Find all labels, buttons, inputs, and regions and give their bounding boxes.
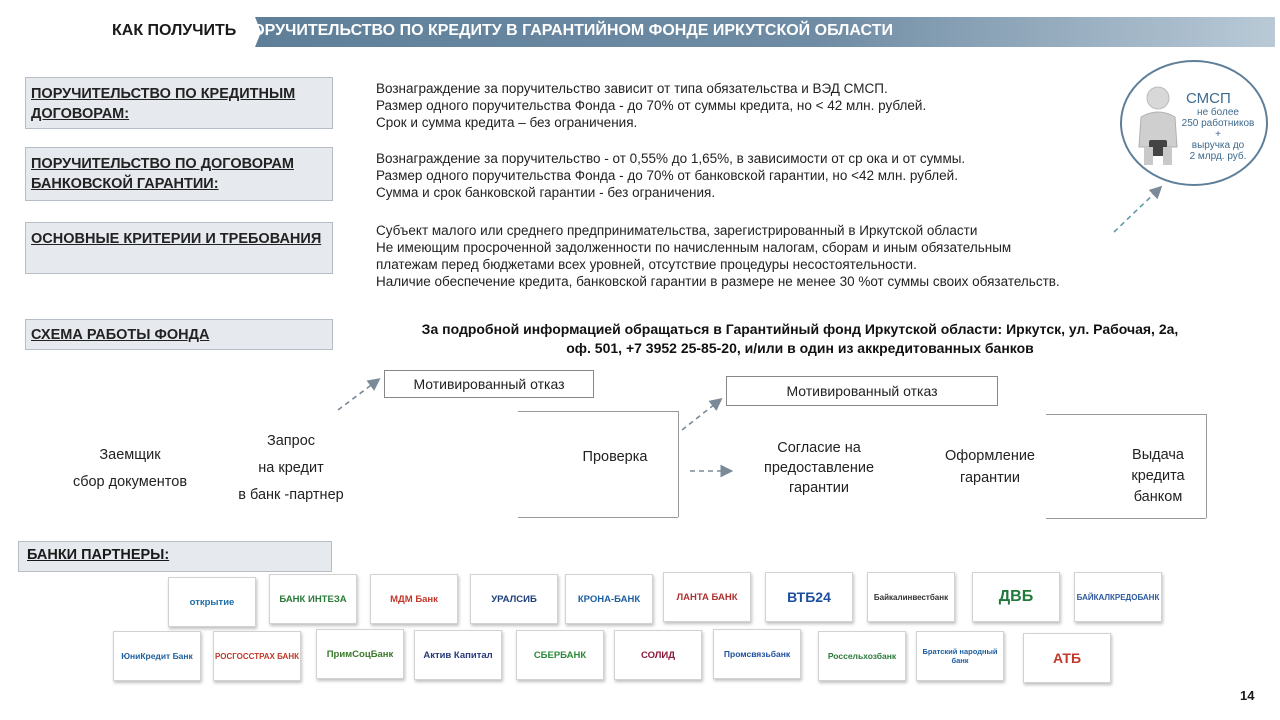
check-right-line	[678, 411, 679, 517]
step-check: Проверка	[582, 449, 648, 465]
section-desc-criteria: Субъект малого или среднего предпринимательства, зарегистрированный в Иркутской области Не имеющим просроченной задолженности по начисленным налогам, сборам и иным обязательным платежам перед бюджетами всех уровней, отсутствие процедуры несостоятельности. Наличие обеспечение кредита, банковской гарантии в размере не менее 30 %от суммы своих обязательств.	[376, 223, 1060, 289]
bank-logo-uralsib: УРАЛСИБ	[470, 574, 558, 624]
page-title: КАК ПОЛУЧИТЬ ПОРУЧИТЕЛЬСТВО ПО КРЕДИТУ В ГАРАНТИЙНОМ ФОНДЕ ИРКУТСКОЙ ОБЛАСТИ	[112, 22, 893, 39]
bank-logo-unicredit: ЮниКредит Банк	[113, 631, 201, 681]
refusal-box-2: Мотивированный отказ	[726, 376, 998, 406]
criteria-to-smsp-arrow	[1114, 188, 1160, 232]
bank-logo-baikalkredo: БАЙКАЛКРЕДОБАНК	[1074, 572, 1162, 622]
step-consent: Согласие на предоставление гарантии	[763, 440, 875, 496]
bank-logo-solid: СОЛИД	[614, 630, 702, 680]
bank-logo-sberbank: СБЕРБАНК	[516, 630, 604, 680]
contact-info: За подробной информацией обращаться в Гарантийный фонд Иркутской области: Иркутск, ул. Рабочая, 2а, оф. 501, +7 3952 25‑85-20, и/или в один из аккредитованных банков	[421, 321, 1179, 356]
smsp-title: СМСП	[1186, 90, 1231, 107]
bank-logo-bratsk: Братский народный банк	[916, 631, 1004, 681]
issue-top-line	[1046, 414, 1206, 415]
bank-logo-otkritie: открытие	[168, 577, 256, 627]
section-label-scheme: СХЕМА РАБОТЫ ФОНДА	[25, 319, 333, 350]
bank-logo-promsvyazbank: Промсвязьбанк	[713, 629, 801, 679]
bank-logo-baikalinvest: Байкалинвестбанк	[867, 572, 955, 622]
section-label-credit-guarantee: ПОРУЧИТЕЛЬСТВО ПО КРЕДИТНЫМ ДОГОВОРАМ:	[25, 77, 333, 129]
bank-logo-atb: АТБ	[1023, 633, 1111, 683]
section-desc-credit-guarantee: Вознаграждение за поручительство зависит от типа обязательства и ВЭД СМСП. Размер одного поручительства Фонда - до 70% от суммы кредита, но < 42 млн. рублей. Срок и сумма кредита – без ограничения.	[376, 81, 927, 130]
bank-logo-primsotsbank: ПримСоцБанк	[316, 629, 404, 679]
banks-label: БАНКИ ПАРТНЕРЫ:	[18, 541, 332, 572]
bank-logo-krona: КРОНА-БАНК	[565, 574, 653, 624]
bank-logo-aktiv-kapital: Актив Капитал	[414, 630, 502, 680]
refusal2-arrow	[682, 400, 720, 430]
smsp-criteria: не более 250 работников + выручка до 2 млрд. руб.	[1181, 107, 1255, 162]
step-registration: Оформление гарантии	[944, 448, 1035, 486]
section-desc-bank-guarantee: Вознаграждение за поручительство - от 0,55% до 1,65%, в зависимости от ср ока и от суммы. Размер одного поручительства Фонда - до 70% от банковской гарантии, но <42 млн. рублей. Сумма и срок банковской гарантии - без ограничения.	[376, 151, 966, 200]
refusal-box-1: Мотивированный отказ	[384, 370, 594, 398]
issue-bottom-line	[1046, 518, 1206, 519]
section-label-criteria: ОСНОВНЫЕ КРИТЕРИИ И ТРЕБОВАНИЯ	[25, 222, 333, 274]
refusal1-arrow	[338, 380, 378, 410]
bank-logo-rosselkhozbank: Россельхозбанк	[818, 631, 906, 681]
bank-logo-dvb: ДВБ	[972, 572, 1060, 622]
page-number: 14	[1240, 688, 1255, 703]
section-label-bank-guarantee: ПОРУЧИТЕЛЬСТВО ПО ДОГОВОРАМ БАНКОВСКОЙ ГАРАНТИИ:	[25, 147, 333, 201]
check-bottom-line	[518, 517, 678, 518]
step-borrower: Заемщик сбор документов	[72, 447, 188, 490]
bank-logo-mdm: МДМ Банк	[370, 574, 458, 624]
bank-logo-rosgosstrakh: РОСГОССТРАХ БАНК	[213, 631, 301, 681]
bank-logo-intesa: БАНК ИНТЕЗА	[269, 574, 357, 624]
bank-logo-vtb24: ВТБ24	[765, 572, 853, 622]
step-issue: Выдача кредита банком	[1131, 447, 1185, 505]
bank-logo-lanta: ЛАНТА БАНК	[663, 572, 751, 622]
issue-right-line	[1206, 414, 1207, 518]
step-request: Запрос на кредит в банк -партнер	[238, 433, 344, 503]
check-top-line	[518, 411, 678, 412]
